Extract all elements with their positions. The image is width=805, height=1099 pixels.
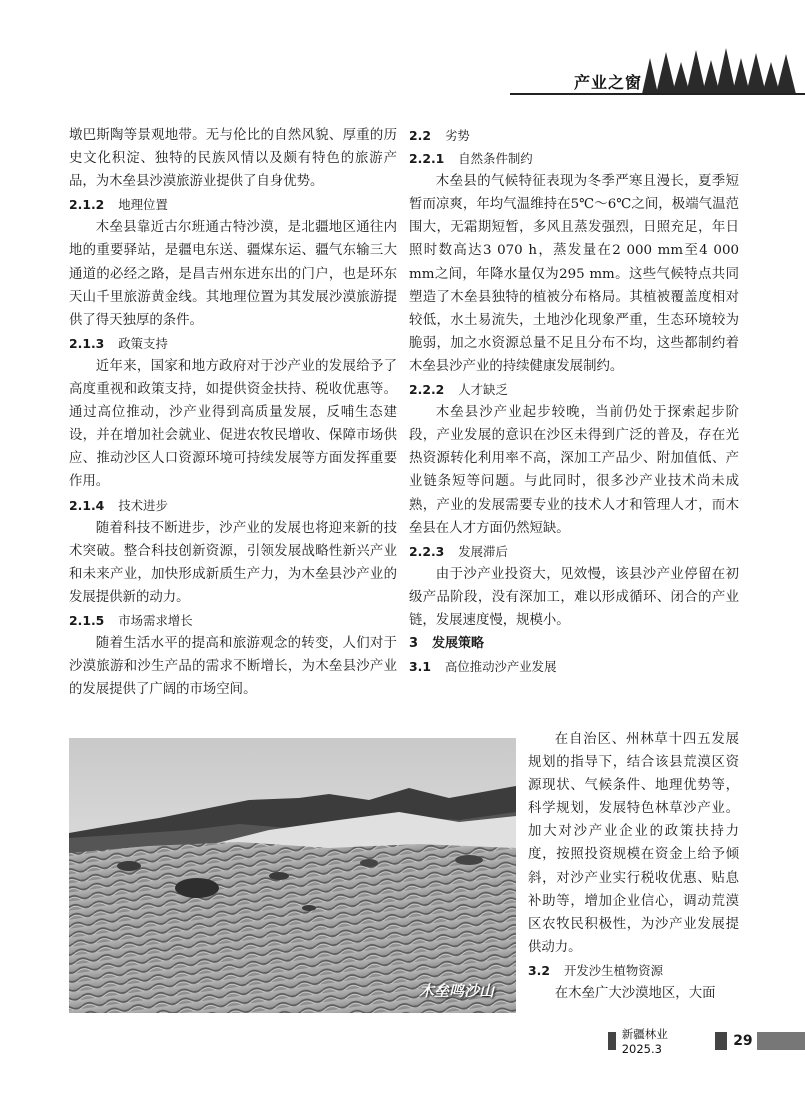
section-title: 地理位置 — [118, 197, 168, 213]
section-number: 3.1 — [409, 659, 431, 675]
section-number: 2.1.2 — [69, 197, 105, 213]
footer-bar-right — [757, 1032, 805, 1050]
paragraph: 木垒县沙产业起步较晚，当前仍处于探索起步阶段，产业发展的意识在沙区未得到广泛的普及，存在光热资源转化利用率不高，深加工产品少、附加值低、产业链条短等问题。与此同时，很多沙产业技术尚未成熟，产业的发展需要专业的技术人才和管理人才，而木垒县在人才方面仍然短缺。 — [409, 405, 739, 536]
page-footer — [608, 1027, 805, 1056]
footer-bar-mid — [715, 1032, 728, 1050]
paragraph: 随着科技不断进步，沙产业的发展也将迎来新的技术突破。整合科技创新资源，引领发展战略性新兴产业和未来产业，加快形成新质生产力，为木垒县沙产业的发展提供新的动力。 — [69, 520, 397, 605]
section-title: 开发沙生植物资源 — [563, 962, 664, 978]
section-title: 技术进步 — [118, 497, 168, 513]
paragraph: 木垒县的气候特征表现为冬季严寒且漫长，夏季短暂而凉爽，年均气温维持在5℃～6℃之间，极端气温范围大，无霜期短暂，多风且蒸发强烈，日照充足，年日照时数高达3 070 h，蒸发量在2 000 mm至4 000 mm之间，年降水量仅为295 mm。这些气候特点共同塑造了木垒县独特的植被分布格局。其植被覆盖度相对较低，水土易流失，土地沙化现象严重，生态环境较为脆弱，加之水资源总量不足且分布不均，这些都制约着木垒县沙产业的持续健康发展制约。 — [409, 174, 739, 374]
paragraph: 在木垒广大沙漠地区，大面 — [554, 986, 716, 1002]
section-number: 3.2 — [528, 962, 550, 978]
section-title: 人才缺乏 — [458, 382, 508, 398]
section-heading — [528, 959, 739, 982]
section-heading — [409, 632, 739, 655]
section-number: 2.2.2 — [409, 382, 445, 398]
header-rule — [510, 93, 805, 95]
section-heading — [69, 332, 397, 355]
section-title: 劣势 — [444, 128, 470, 143]
section-number: 2.1.3 — [69, 335, 105, 351]
section-heading — [69, 494, 397, 517]
section-heading — [409, 378, 739, 401]
section-heading — [409, 124, 739, 147]
section-number: 2.1.5 — [69, 612, 105, 628]
paragraph: 木垒县靠近古尔班通古特沙漠，是北疆地区通往内地的重要驿站，是疆电东送、疆煤东运、疆气东输三大通道的必经之路，是昌吉州东进东出的门户，也是环东天山千里旅游黄金线。其地理位置为其发展沙漠旅游提供了得天独厚的条件。 — [69, 220, 397, 328]
section-heading — [409, 655, 739, 678]
paragraph: 随着生活水平的提高和旅游观念的转变，人们对于沙漠旅游和沙生产品的需求不断增长，为木垒县沙产业的发展提供了广阔的市场空间。 — [69, 636, 397, 698]
paragraph: 在自治区、州林草十四五发展规划的指导下，结合该县荒漠区资源现状、气候条件、地理优势等，科学规划，发展特色林草沙产业。加大对沙产业企业的政策扶持力度，按照投资规模在资金上给予倾斜，对沙产业实行税收优惠、贴息补助等，增加企业信心，调动荒漠区农牧民积极性，为沙产业发展提供动力。 — [528, 732, 739, 955]
right-text-column — [409, 124, 739, 678]
section-title: 市场需求增长 — [118, 612, 193, 628]
section-number: 2.1.4 — [69, 497, 105, 513]
tree-row-icon — [636, 48, 805, 94]
section-heading — [69, 609, 397, 632]
section-number: 2.2 — [409, 128, 431, 143]
footer-bar-left — [608, 1032, 616, 1050]
section-heading — [69, 193, 397, 216]
section-number: 2.2.3 — [409, 543, 445, 559]
desert-dunes-photo — [69, 738, 516, 1013]
section-number: 3 — [409, 636, 419, 652]
paragraph: 近年来，国家和地方政府对于沙产业的发展给予了高度重视和政策支持，如提供资金扶持、税收优惠等。通过高位推动，沙产业得到高质量发展，反哺生态建设，并在增加社会就业、促进农牧民增收、保障市场供应、推动沙区人口资源环境可持续发展等方面发挥重要作用。 — [69, 358, 397, 490]
paragraph: 墩巴斯陶等景观地带。无与伦比的自然风貌、厚重的历史文化积淀、独特的民族风情以及颇有特色的旅游产品，为木垒县沙漠旅游业提供了自身优势。 — [69, 128, 397, 190]
section-heading — [409, 540, 739, 563]
journal-issue: 新疆林业 2025.3 — [621, 1027, 668, 1056]
section-title: 高位推动沙产业发展 — [444, 659, 557, 675]
page-number: 29 — [733, 1033, 753, 1049]
section-title: 发展滞后 — [458, 543, 508, 559]
right-text-column-lower — [528, 728, 739, 1005]
section-header-title: 产业之窗 — [574, 73, 643, 92]
section-number: 2.2.1 — [409, 151, 445, 167]
left-text-column — [69, 124, 397, 701]
section-title: 发展策略 — [432, 636, 485, 652]
section-title: 政策支持 — [118, 335, 168, 351]
section-heading — [409, 147, 739, 170]
photo-caption: 木垒鸣沙山 — [418, 982, 494, 1000]
paragraph: 由于沙产业投资大，见效慢，该县沙产业停留在初级产品阶段，没有深加工，难以形成循环、闭合的产业链，发展速度慢，规模小。 — [409, 566, 739, 628]
section-title: 自然条件制约 — [458, 151, 533, 167]
